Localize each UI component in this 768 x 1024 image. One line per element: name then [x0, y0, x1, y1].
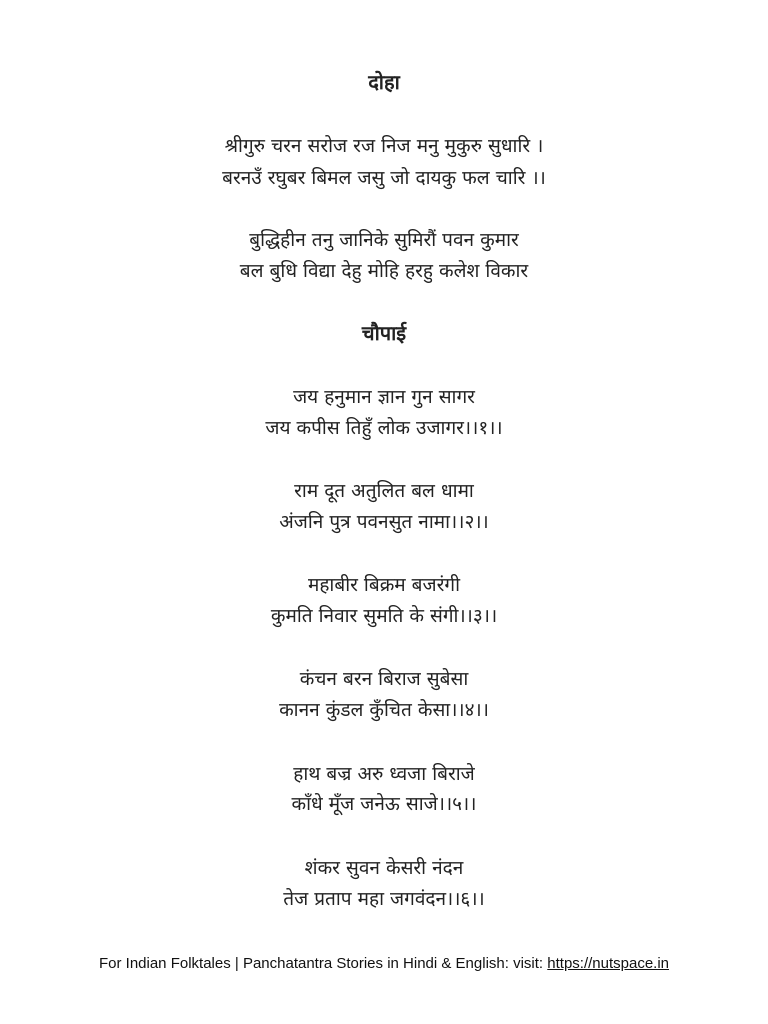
footer-link[interactable]: https://nutspace.in — [547, 955, 670, 972]
verse-line: राम दूत अतुलित बल धामा — [294, 480, 474, 502]
verse-line: कुमति निवार सुमति के संगी।।३।। — [270, 605, 498, 627]
verse-line: बुद्धिहीन तनु जानिके सुमिरौं पवन कुमार — [249, 229, 519, 251]
verse-line: कंचन बरन बिराज सुबेसा — [299, 668, 469, 690]
footer — [0, 954, 768, 974]
verse-line: बल बुधि विद्या देहु मोहि हरहु कलेश विकार — [239, 260, 529, 282]
verse-line: जय कपीस तिहुँ लोक उजागर।।१।। — [265, 417, 503, 439]
verse-line: बरनउँ रघुबर बिमल जसु जो दायकु फल चारि ।। — [222, 167, 546, 189]
verse-line: अंजनि पुत्र पवनसुत नामा।।२।। — [279, 511, 489, 533]
verse-line: काँधे मूँज जनेऊ साजे।।५।। — [291, 793, 477, 815]
section-heading-chaupai: चौपाई — [361, 321, 407, 345]
footer-text: For Indian Folktales | Panchatantra Stories in Hindi & English: visit: — [98, 955, 548, 972]
verse-line: जय हनुमान ज्ञान गुन सागर — [293, 386, 475, 408]
verse-line: तेज प्रताप महा जगवंदन।।६।। — [283, 888, 485, 910]
verse-line: कानन कुंडल कुँचित केसा।।४।। — [279, 699, 489, 721]
verse-line: हाथ बज्र अरु ध्वजा बिराजे — [293, 763, 475, 785]
verse-line: शंकर सुवन केसरी नंदन — [304, 857, 464, 879]
section-heading-doha: दोहा — [368, 70, 400, 94]
verse-line: श्रीगुरु चरन सरोज रज निज मनु मुकुरु सुधारि । — [224, 135, 544, 157]
verse-line: महाबीर बिक्रम बजरंगी — [307, 574, 461, 596]
